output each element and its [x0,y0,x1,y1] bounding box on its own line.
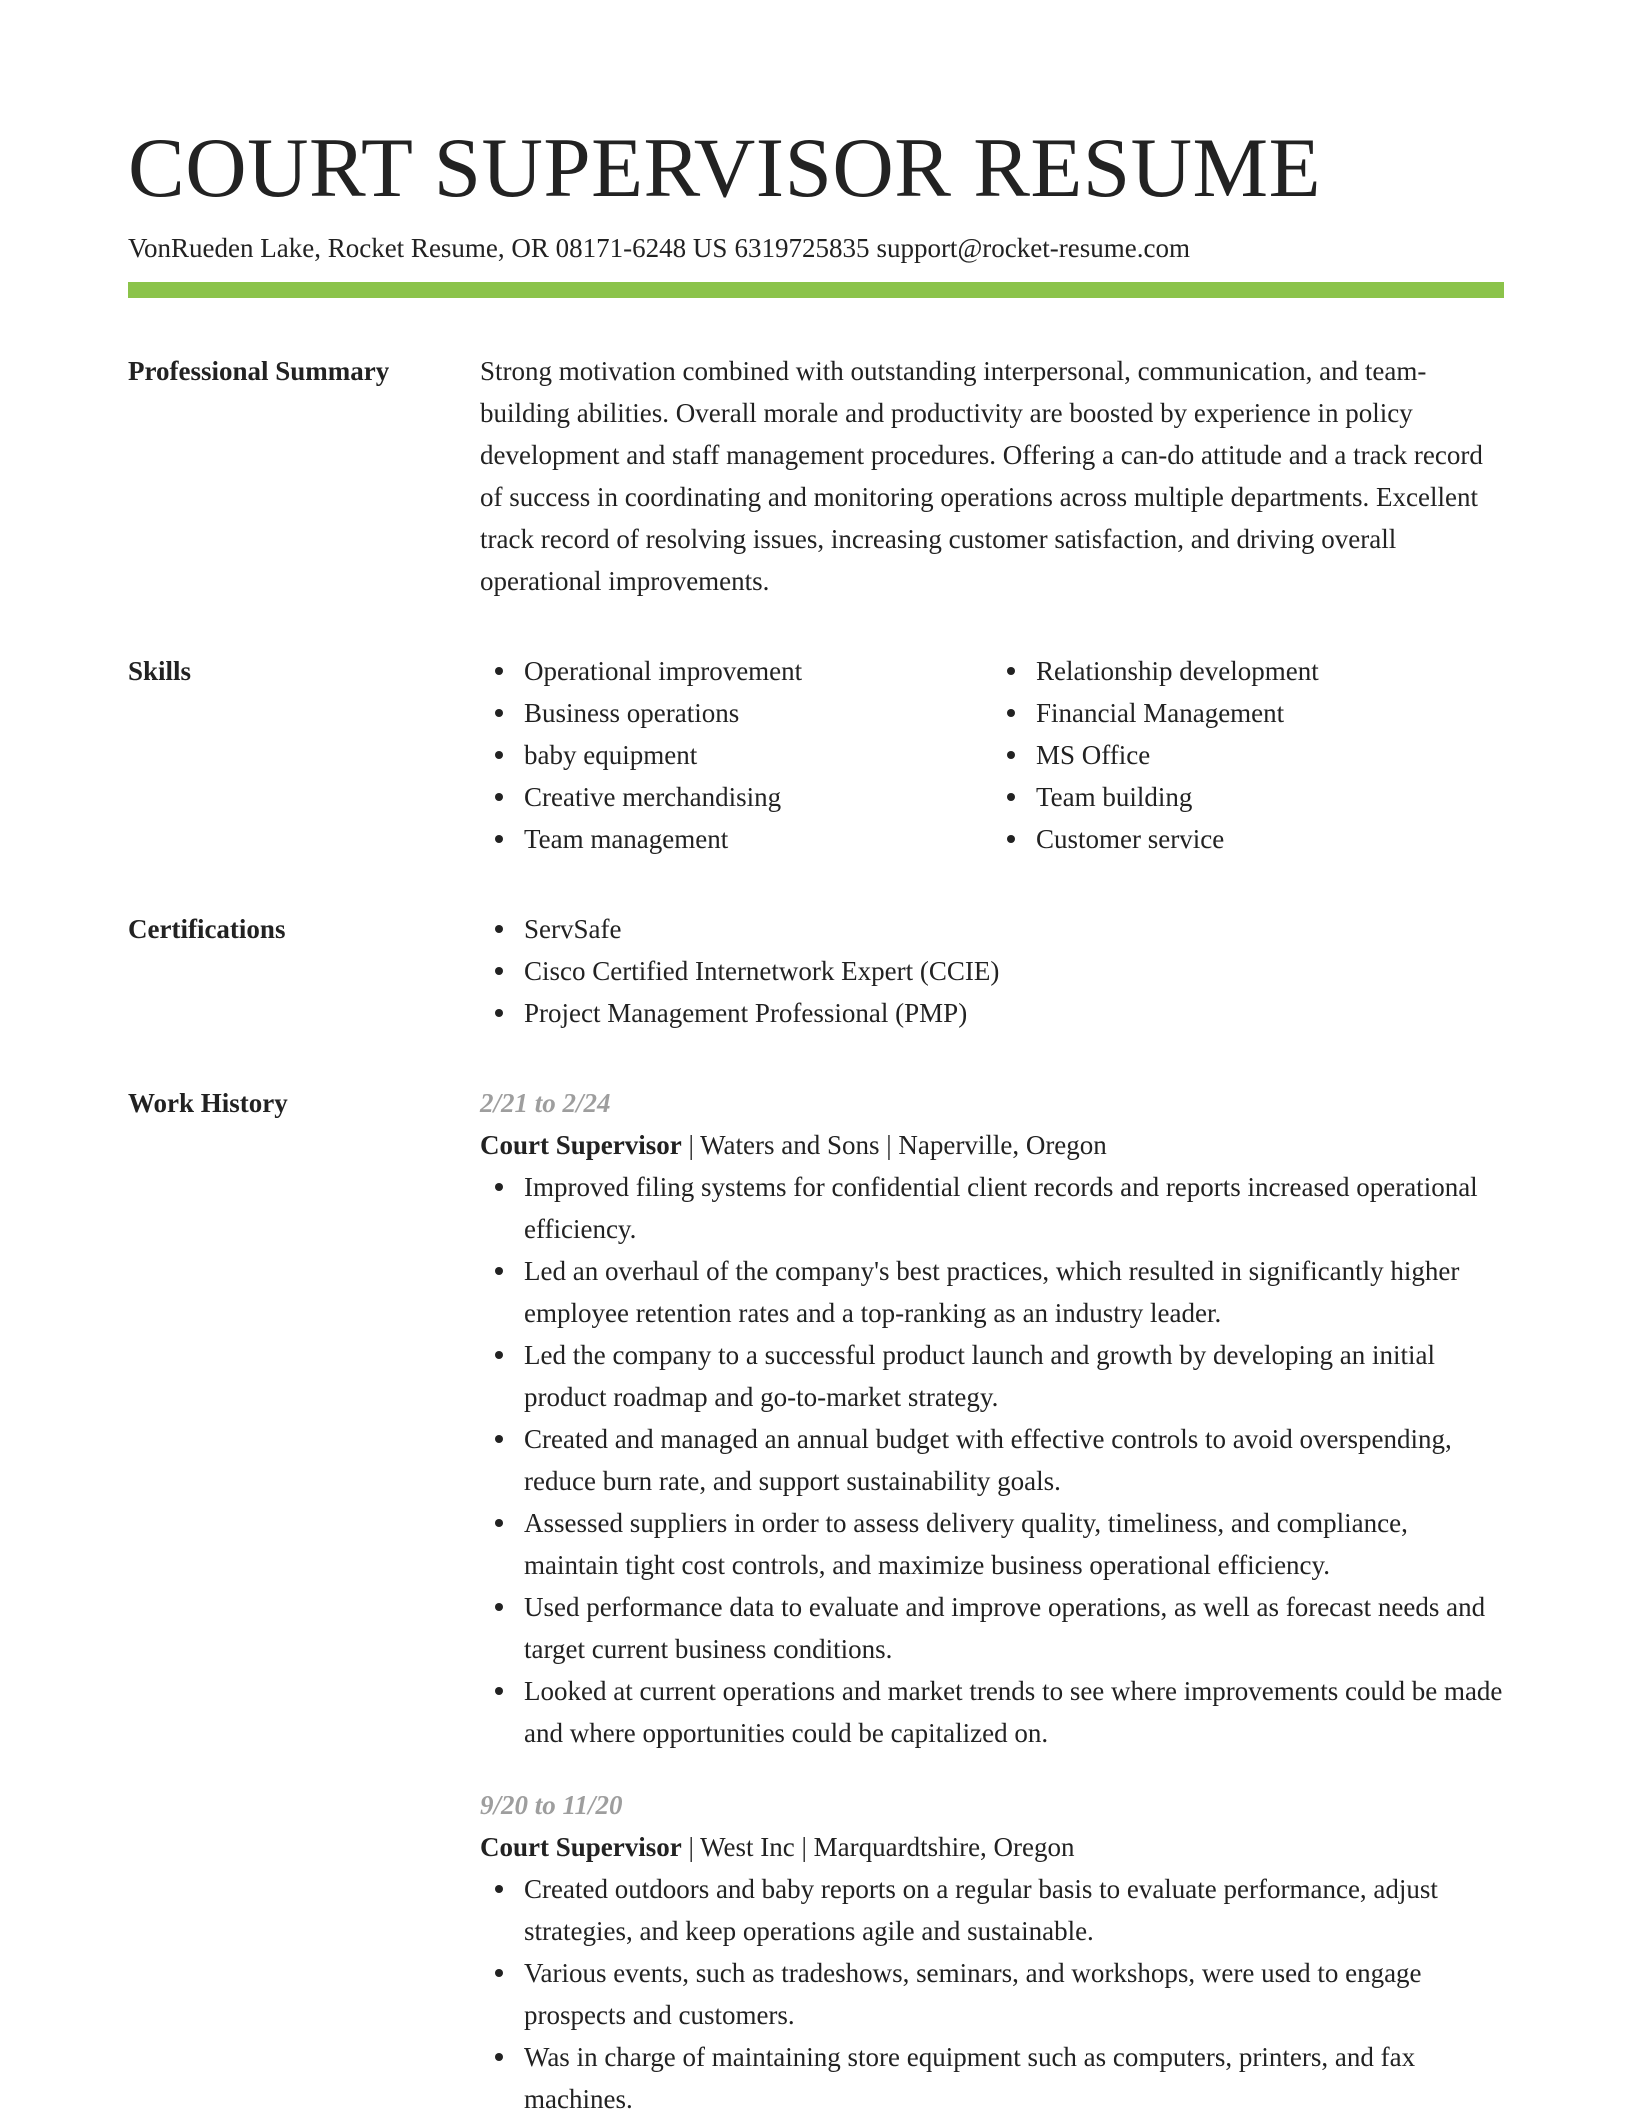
job-dates: 9/20 to 11/20 [480,1790,623,1820]
skill-item: Relationship development [1036,650,1504,692]
job-bullet: Led the company to a successful product launch and growth by developing an initial product roadmap and go-to-market strategy. [524,1334,1504,1418]
skill-item: Financial Management [1036,692,1504,734]
certification-item: Project Management Professional (PMP) [524,992,1504,1034]
skill-item: MS Office [1036,734,1504,776]
skill-item: Operational improvement [524,650,992,692]
certifications-body [480,908,1504,1034]
skills-section [128,650,1504,860]
skills-list-right [992,650,1504,860]
job-heading [480,1826,1504,1868]
skill-item: Team building [1036,776,1504,818]
job-bullet: Used performance data to evaluate and improve operations, as well as forecast needs and target current business conditions. [524,1586,1504,1670]
work-history-section [128,1082,1504,2120]
job-entry [480,1784,1504,2120]
skills-columns [480,650,1504,860]
job-heading [480,1124,1504,1166]
summary-text: Strong motivation combined with outstanding interpersonal, communication, and team-building abilities. Overall morale and productivity are boosted by experience in policy development and staff management procedures. Offering a can-do attitude and a track record of success in coordinating and monitoring operations across multiple departments. Excellent track record of resolving issues, increasing customer satisfaction, and driving overall operational improvements. [480,356,1483,596]
contact-phone: 6319725835 [734,233,870,263]
resume-page [128,118,1504,2120]
certifications-section [128,908,1504,1034]
skill-item: baby equipment [524,734,992,776]
job-bullet: Created outdoors and baby reports on a regular basis to evaluate performance, adjust strategies, and keep operations agile and sustainable. [524,1868,1504,1952]
contact-line [128,230,1504,266]
skill-item: Customer service [1036,818,1504,860]
job-bullet: Improved filing systems for confidential client records and reports increased operational efficiency. [524,1166,1504,1250]
skills-list-left [480,650,992,860]
job-bullet: Led an overhaul of the company's best practices, which resulted in significantly higher employee retention rates and a top-ranking as an industry leader. [524,1250,1504,1334]
job-bullet: Created and managed an annual budget with effective controls to avoid overspending, reduce burn rate, and support sustainability goals. [524,1418,1504,1502]
job-title: Court Supervisor [480,1832,682,1862]
job-title: Court Supervisor [480,1130,682,1160]
job-details: | Waters and Sons | Naperville, Oregon [681,1130,1107,1160]
work-history-body [480,1082,1504,2120]
section-label-summary: Professional Summary [128,356,390,386]
job-dates: 2/21 to 2/24 [480,1088,611,1118]
section-label-work-history: Work History [128,1088,288,1118]
certification-item: ServSafe [524,908,1504,950]
skill-item: Business operations [524,692,992,734]
job-bullet: Various events, such as tradeshows, seminars, and workshops, were used to engage prospects and customers. [524,1952,1504,2036]
summary-section [128,350,1504,602]
certifications-list [480,908,1504,1034]
job-bullets [480,1868,1504,2120]
contact-address: VonRueden Lake, Rocket Resume, OR 08171-6248 US [128,233,728,263]
section-label-skills: Skills [128,656,192,686]
skills-body [480,650,1504,860]
contact-email: support@rocket-resume.com [876,233,1190,263]
section-label-certifications: Certifications [128,914,286,944]
job-bullet: Was in charge of maintaining store equipment such as computers, printers, and fax machines. [524,2036,1504,2120]
job-entry [480,1082,1504,1754]
job-details: | West Inc | Marquardtshire, Oregon [681,1832,1075,1862]
resume-title: COURT SUPERVISOR RESUME [128,121,1321,215]
job-bullets [480,1166,1504,1754]
summary-body [480,350,1504,602]
job-bullet: Assessed suppliers in order to assess delivery quality, timeliness, and compliance, maintain tight cost controls, and maximize business operational efficiency. [524,1502,1504,1586]
skill-item: Creative merchandising [524,776,992,818]
skill-item: Team management [524,818,992,860]
header-divider [128,282,1504,298]
certification-item: Cisco Certified Internetwork Expert (CCIE) [524,950,1504,992]
job-bullet: Looked at current operations and market trends to see where improvements could be made and where opportunities could be capitalized on. [524,1670,1504,1754]
